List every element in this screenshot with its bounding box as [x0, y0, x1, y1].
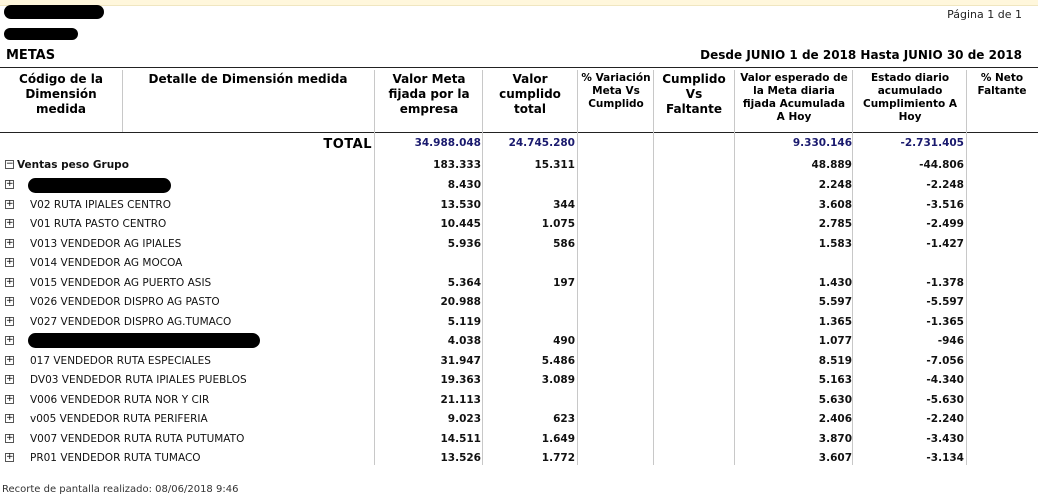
cell-estado: -7.056 [926, 354, 964, 367]
cell-esperado: 3.870 [818, 432, 852, 445]
row-label: V006 VENDEDOR RUTA NOR Y CIR [30, 393, 210, 406]
cell-estado: -3.516 [926, 198, 964, 211]
row-label: V013 VENDEDOR AG IPIALES [30, 237, 182, 250]
cell-esperado: 1.583 [818, 237, 852, 250]
table-row [0, 392, 1038, 411]
cell-estado: -946 [937, 335, 964, 347]
group-label: Ventas peso Grupo [17, 159, 129, 171]
expand-icon[interactable]: + [6, 354, 14, 365]
cell-meta: 19.363 [440, 374, 481, 386]
row-label: 017 VENDEDOR RUTA ESPECIALES [30, 354, 211, 367]
cell-meta: 8.430 [447, 179, 481, 191]
cell-estado: -4.340 [926, 374, 964, 386]
row-label: V015 VENDEDOR AG PUERTO ASIS [30, 276, 212, 289]
cell-esperado: 5.597 [818, 296, 852, 308]
table-row [0, 236, 1038, 255]
cell-estado: -2.248 [926, 179, 964, 191]
expand-icon[interactable]: + [6, 452, 14, 462]
cell-estado: -1.378 [926, 276, 964, 289]
expand-icon[interactable]: + [6, 276, 14, 287]
expand-icon[interactable]: + [6, 315, 14, 326]
expand-icon[interactable]: + [6, 257, 14, 267]
header-bottom-rule [0, 132, 1038, 133]
expand-icon[interactable]: + [6, 237, 14, 248]
redacted-company-name [4, 5, 104, 19]
top-bar [0, 0, 1038, 6]
cell-meta: 183.333 [433, 159, 481, 171]
col-header-detalle: Detalle de Dimensión medida [148, 72, 348, 86]
expand-icon[interactable]: + [6, 374, 14, 384]
cell-esperado: 1.077 [818, 335, 852, 347]
total-esperado: 9.330.146 [792, 137, 852, 149]
page-number: Página 1 de 1 [947, 8, 1022, 21]
redacted-company-subtitle [4, 28, 78, 40]
col-header-variacion: % Variación Meta Vs Cumplido [581, 72, 651, 111]
expand-icon[interactable]: + [6, 296, 14, 306]
cell-estado: -5.597 [926, 296, 964, 308]
expand-icon[interactable]: + [6, 218, 14, 228]
cell-cumplido: 1.075 [541, 218, 575, 230]
report-title: METAS [6, 48, 56, 63]
cell-meta: 13.530 [440, 198, 481, 211]
cell-esperado: 1.365 [818, 315, 852, 328]
cell-esperado: 2.406 [818, 413, 852, 425]
cell-cumplido: 3.089 [541, 374, 575, 386]
col-header-neto-faltante: % Neto Faltante [977, 72, 1027, 98]
cell-estado: -5.630 [926, 393, 964, 406]
col-header-valor-meta: Valor Meta fijada por la empresa [388, 72, 470, 116]
cell-meta: 5.936 [447, 237, 481, 250]
row-label: PR01 VENDEDOR RUTA TUMACO [30, 452, 201, 464]
table-row [0, 431, 1038, 450]
col-header-valor-esperado: Valor esperado de la Meta diaria fijada Acumulada A Hoy [740, 72, 848, 124]
total-estado: -2.731.405 [900, 137, 964, 149]
cell-estado: -3.134 [926, 452, 964, 464]
table-row [0, 197, 1038, 216]
cell-cumplido: 586 [553, 237, 575, 250]
header-top-rule [0, 67, 1038, 68]
col-header-codigo: Código de la Dimensión medida [19, 72, 103, 116]
cell-meta: 20.988 [440, 296, 481, 308]
table-row [0, 450, 1038, 469]
table-row [0, 411, 1038, 430]
table-row [0, 255, 1038, 274]
cell-meta: 9.023 [447, 413, 481, 425]
table-row [0, 314, 1038, 333]
cell-cumplido: 197 [553, 276, 575, 289]
cell-esperado: 1.430 [818, 276, 852, 289]
row-label: V007 VENDEDOR RUTA RUTA PUTUMATO [30, 432, 245, 445]
table-row [0, 372, 1038, 391]
cell-estado: -2.499 [926, 218, 964, 230]
total-meta: 34.988.048 [414, 137, 481, 149]
total-label: TOTAL [323, 137, 372, 152]
cell-meta: 10.445 [440, 218, 481, 230]
table-row [0, 294, 1038, 313]
cell-cumplido: 623 [553, 413, 575, 425]
cell-estado: -1.365 [926, 315, 964, 328]
cell-estado: -3.430 [926, 432, 964, 445]
expand-icon[interactable]: + [6, 393, 14, 404]
cell-meta: 14.511 [440, 432, 481, 445]
col-header-cumplido-faltante: Cumplido Vs Faltante [662, 72, 726, 116]
cell-cumplido: 1.772 [541, 452, 575, 464]
row-label: v005 VENDEDOR RUTA PERIFERIA [30, 413, 208, 425]
screenshot-footer: Recorte de pantalla realizado: 08/06/2018 9:46 [2, 484, 239, 495]
cell-meta: 21.113 [440, 393, 481, 406]
cell-esperado: 2.785 [818, 218, 852, 230]
cell-meta: 13.526 [440, 452, 481, 464]
expand-icon[interactable]: + [6, 432, 14, 443]
row-label: V014 VENDEDOR AG MOCOA [30, 257, 183, 269]
collapse-icon[interactable]: − [6, 159, 14, 169]
cell-meta: 5.364 [447, 276, 481, 289]
cell-esperado: 2.248 [818, 179, 852, 191]
row-label: V026 VENDEDOR DISPRO AG PASTO [30, 296, 220, 308]
cell-esperado: 5.163 [818, 374, 852, 386]
redacted-row-label [28, 333, 260, 348]
table-row [0, 353, 1038, 372]
cell-estado: -1.427 [926, 237, 964, 250]
redacted-row-label [28, 178, 171, 193]
cell-esperado: 3.608 [818, 198, 852, 211]
group-row [0, 157, 1038, 176]
cell-cumplido: 5.486 [541, 354, 575, 367]
cell-meta: 4.038 [447, 335, 481, 347]
cell-estado: -44.806 [919, 159, 964, 171]
expand-icon[interactable]: + [6, 179, 14, 189]
cell-cumplido: 490 [553, 335, 575, 347]
table-row [0, 275, 1038, 294]
row-label: V027 VENDEDOR DISPRO AG.TUMACO [30, 315, 232, 328]
cell-meta: 31.947 [440, 354, 481, 367]
column-divider [122, 70, 123, 132]
expand-icon[interactable]: + [6, 198, 14, 209]
cell-cumplido: 15.311 [534, 159, 575, 171]
total-cumplido: 24.745.280 [508, 137, 575, 149]
expand-icon[interactable]: + [6, 335, 14, 345]
cell-cumplido: 344 [553, 198, 575, 211]
cell-meta: 5.119 [447, 315, 481, 328]
cell-estado: -2.240 [926, 413, 964, 425]
cell-esperado: 48.889 [811, 159, 852, 171]
cell-esperado: 8.519 [818, 354, 852, 367]
col-header-estado-diario: Estado diario acumulado Cumplimiento A Hoy [863, 72, 957, 124]
row-label: V02 RUTA IPIALES CENTRO [30, 198, 171, 211]
cell-cumplido: 1.649 [541, 432, 575, 445]
cell-esperado: 3.607 [818, 452, 852, 464]
expand-icon[interactable]: + [6, 413, 14, 423]
col-header-valor-cumplido: Valor cumplido total [499, 72, 561, 116]
cell-esperado: 5.630 [818, 393, 852, 406]
table-row [0, 216, 1038, 235]
row-label: DV03 VENDEDOR RUTA IPIALES PUEBLOS [30, 374, 247, 386]
row-label: V01 RUTA PASTO CENTRO [30, 218, 167, 230]
date-range: Desde JUNIO 1 de 2018 Hasta JUNIO 30 de 2018 [700, 48, 1022, 62]
